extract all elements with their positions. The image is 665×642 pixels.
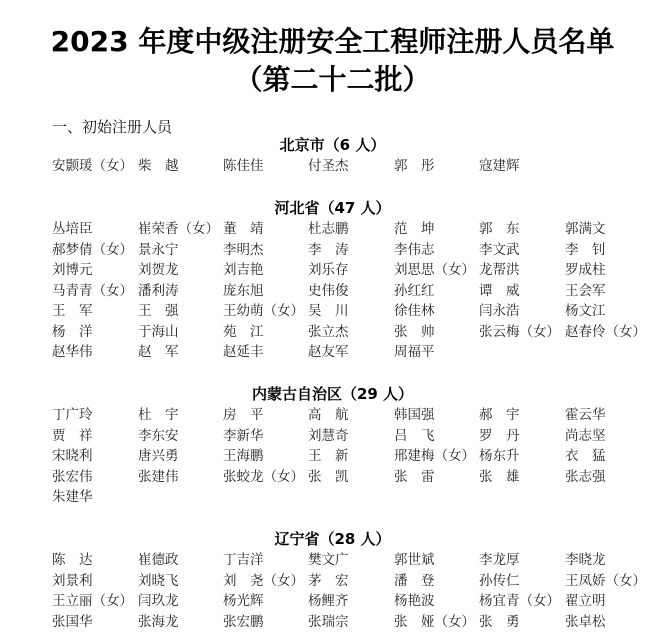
person-name: 陈佳佳 (223, 158, 264, 174)
person-name: 李晓龙 (565, 552, 606, 568)
person-name: 王 强 (138, 303, 179, 319)
name-row (52, 156, 665, 177)
person-name: 王幼萌（女） (223, 303, 304, 319)
person-name: 房 平 (223, 407, 264, 423)
person-name: 谭 威 (479, 282, 520, 299)
person-name: 赵延丰 (223, 344, 264, 360)
person-name: 杨宜青（女） (479, 593, 560, 609)
person-name: 吕 飞 (394, 427, 435, 444)
name-row (52, 240, 665, 261)
person-name: 史伟俊 (308, 282, 349, 299)
person-name: 刘思思（女） (394, 262, 475, 278)
person-name: 潘 登 (394, 572, 435, 589)
name-row (52, 260, 665, 281)
person-name: 崔荣香（女） (138, 221, 219, 237)
name-grid (52, 405, 665, 508)
name-row (52, 612, 665, 633)
person-name: 李东安 (138, 427, 179, 444)
person-name: 郝梦倩（女） (52, 241, 133, 258)
person-name: 潘利涛 (138, 282, 179, 299)
person-name: 张 勇 (479, 613, 520, 630)
person-name: 徐佳林 (394, 303, 435, 319)
person-name: 赵 军 (138, 344, 179, 360)
person-name: 安颢瑗（女） (52, 158, 133, 174)
document-title: 2023 年度中级注册安全工程师注册人员名单 (50, 25, 615, 58)
person-name: 柴 越 (138, 158, 179, 174)
person-name: 张瑞宗 (308, 613, 349, 630)
person-name: 茅 宏 (308, 572, 349, 589)
person-name: 张立杰 (308, 323, 349, 340)
person-name: 寇建辉 (479, 158, 520, 174)
person-name: 张 娅（女） (394, 613, 475, 630)
person-name: 闫玖龙 (138, 593, 179, 609)
person-name: 杨 洋 (52, 323, 93, 340)
section-heading: 一、初始注册人员 (52, 118, 173, 136)
person-name: 丛培臣 (52, 221, 93, 237)
person-name: 霍云华 (565, 407, 606, 423)
person-name: 张 帅 (394, 323, 435, 340)
person-name: 贾 祥 (52, 427, 93, 444)
region-heading: 辽宁省（28 人） (274, 530, 391, 548)
person-name: 李新华 (223, 427, 264, 444)
person-name: 王 军 (52, 303, 93, 319)
person-name: 于海山 (138, 323, 179, 340)
person-name: 李 钊 (565, 241, 606, 258)
person-name: 董 靖 (223, 221, 264, 237)
person-name: 刘慧奇 (308, 427, 349, 444)
person-name: 刘吉艳 (223, 262, 264, 278)
person-name: 杜 宇 (138, 407, 179, 423)
person-name: 郭满文 (565, 221, 606, 237)
person-name: 张宏鹏 (223, 613, 264, 630)
person-name: 杜志鹏 (308, 221, 349, 237)
person-name: 张云梅（女） (479, 323, 560, 340)
person-name: 杨艳波 (394, 593, 435, 609)
name-row (52, 301, 665, 322)
person-name: 李明杰 (223, 241, 264, 258)
name-row (52, 487, 665, 508)
person-name: 张海龙 (138, 613, 179, 630)
person-name: 周福平 (394, 344, 435, 360)
person-name: 陈 达 (52, 552, 93, 568)
person-name: 杨文江 (565, 303, 606, 319)
person-name: 王会军 (565, 282, 606, 299)
person-name: 邢建梅（女） (394, 448, 475, 464)
name-row (52, 405, 665, 426)
person-name: 郭 东 (479, 221, 520, 237)
name-row (52, 281, 665, 302)
person-name: 翟立明 (565, 593, 606, 609)
person-name: 李 涛 (308, 241, 349, 258)
person-name: 刘博元 (52, 262, 93, 278)
person-name: 张建伟 (138, 468, 179, 485)
person-name: 张国华 (52, 613, 93, 630)
name-row (52, 550, 665, 571)
person-name: 郭世斌 (394, 552, 435, 568)
person-name: 庞东旭 (223, 282, 264, 299)
person-name: 张蛟龙（女） (223, 468, 304, 485)
person-name: 张 雄 (479, 468, 520, 485)
region-beijing (0, 134, 665, 177)
person-name: 李伟志 (394, 241, 435, 258)
person-name: 郭 彤 (394, 158, 435, 174)
person-name: 李文武 (479, 241, 520, 258)
name-row (52, 342, 665, 363)
person-name: 刘景利 (52, 572, 93, 589)
person-name: 李龙厚 (479, 552, 520, 568)
person-name: 范 坤 (394, 221, 435, 237)
person-name: 朱建华 (52, 489, 93, 505)
name-grid (52, 156, 665, 177)
person-name: 闫永浩 (479, 303, 520, 319)
name-row (52, 571, 665, 592)
person-name: 王 新 (308, 448, 349, 464)
person-name: 杨鲤齐 (308, 593, 349, 609)
person-name: 罗 丹 (479, 427, 520, 444)
region-heading: 内蒙古自治区（29 人） (251, 385, 414, 403)
person-name: 杨光辉 (223, 593, 264, 609)
person-name: 宋晓利 (52, 448, 93, 464)
person-name: 付圣杰 (308, 158, 349, 174)
person-name: 郝 宇 (479, 407, 520, 423)
person-name: 孙红红 (394, 282, 435, 299)
person-name: 孙传仁 (479, 572, 520, 589)
person-name: 刘贺龙 (138, 262, 179, 278)
person-name: 赵华伟 (52, 344, 93, 360)
name-grid (52, 550, 665, 632)
person-name: 衣 猛 (565, 448, 606, 464)
person-name: 赵友军 (308, 344, 349, 360)
person-name: 樊文广 (308, 552, 349, 568)
region-hebei (0, 197, 665, 363)
region-liaoning (0, 528, 665, 632)
person-name: 王海鹏 (223, 448, 264, 464)
person-name: 崔德政 (138, 552, 179, 568)
person-name: 罗成柱 (565, 262, 606, 278)
person-name: 唐兴勇 (138, 448, 179, 464)
person-name: 尚志坚 (565, 427, 606, 444)
region-heading: 河北省（47 人） (274, 199, 391, 217)
person-name: 张志强 (565, 468, 606, 485)
person-name: 王凤娇（女） (565, 572, 646, 589)
name-row (52, 426, 665, 447)
person-name: 王立丽（女） (52, 593, 133, 609)
person-name: 景永宁 (138, 241, 179, 258)
person-name: 刘晓飞 (138, 572, 179, 589)
region-heading: 北京市（6 人） (279, 136, 386, 154)
person-name: 吴 川 (308, 303, 349, 319)
person-name: 赵春伶（女） (565, 323, 646, 340)
name-row (52, 591, 665, 612)
person-name: 高 航 (308, 407, 349, 423)
name-row (52, 219, 665, 240)
person-name: 龙帮洪 (479, 262, 520, 278)
person-name: 张 凯 (308, 468, 349, 485)
person-name: 刘 尧（女） (223, 572, 304, 589)
name-grid (52, 219, 665, 363)
person-name: 马青青（女） (52, 282, 133, 299)
name-row (52, 446, 665, 467)
person-name: 张 雷 (394, 468, 435, 485)
person-name: 苑 江 (223, 323, 264, 340)
name-row (52, 467, 665, 488)
person-name: 杨东升 (479, 448, 520, 464)
person-name: 丁吉洋 (223, 552, 264, 568)
name-row (52, 322, 665, 343)
person-name: 丁广玲 (52, 407, 93, 423)
person-name: 张宏伟 (52, 468, 93, 485)
person-name: 韩国强 (394, 407, 435, 423)
person-name: 张卓松 (565, 613, 606, 630)
document-subtitle: （第二十二批） (234, 63, 431, 96)
person-name: 刘乐存 (308, 262, 349, 278)
region-neimenggu (0, 383, 665, 508)
